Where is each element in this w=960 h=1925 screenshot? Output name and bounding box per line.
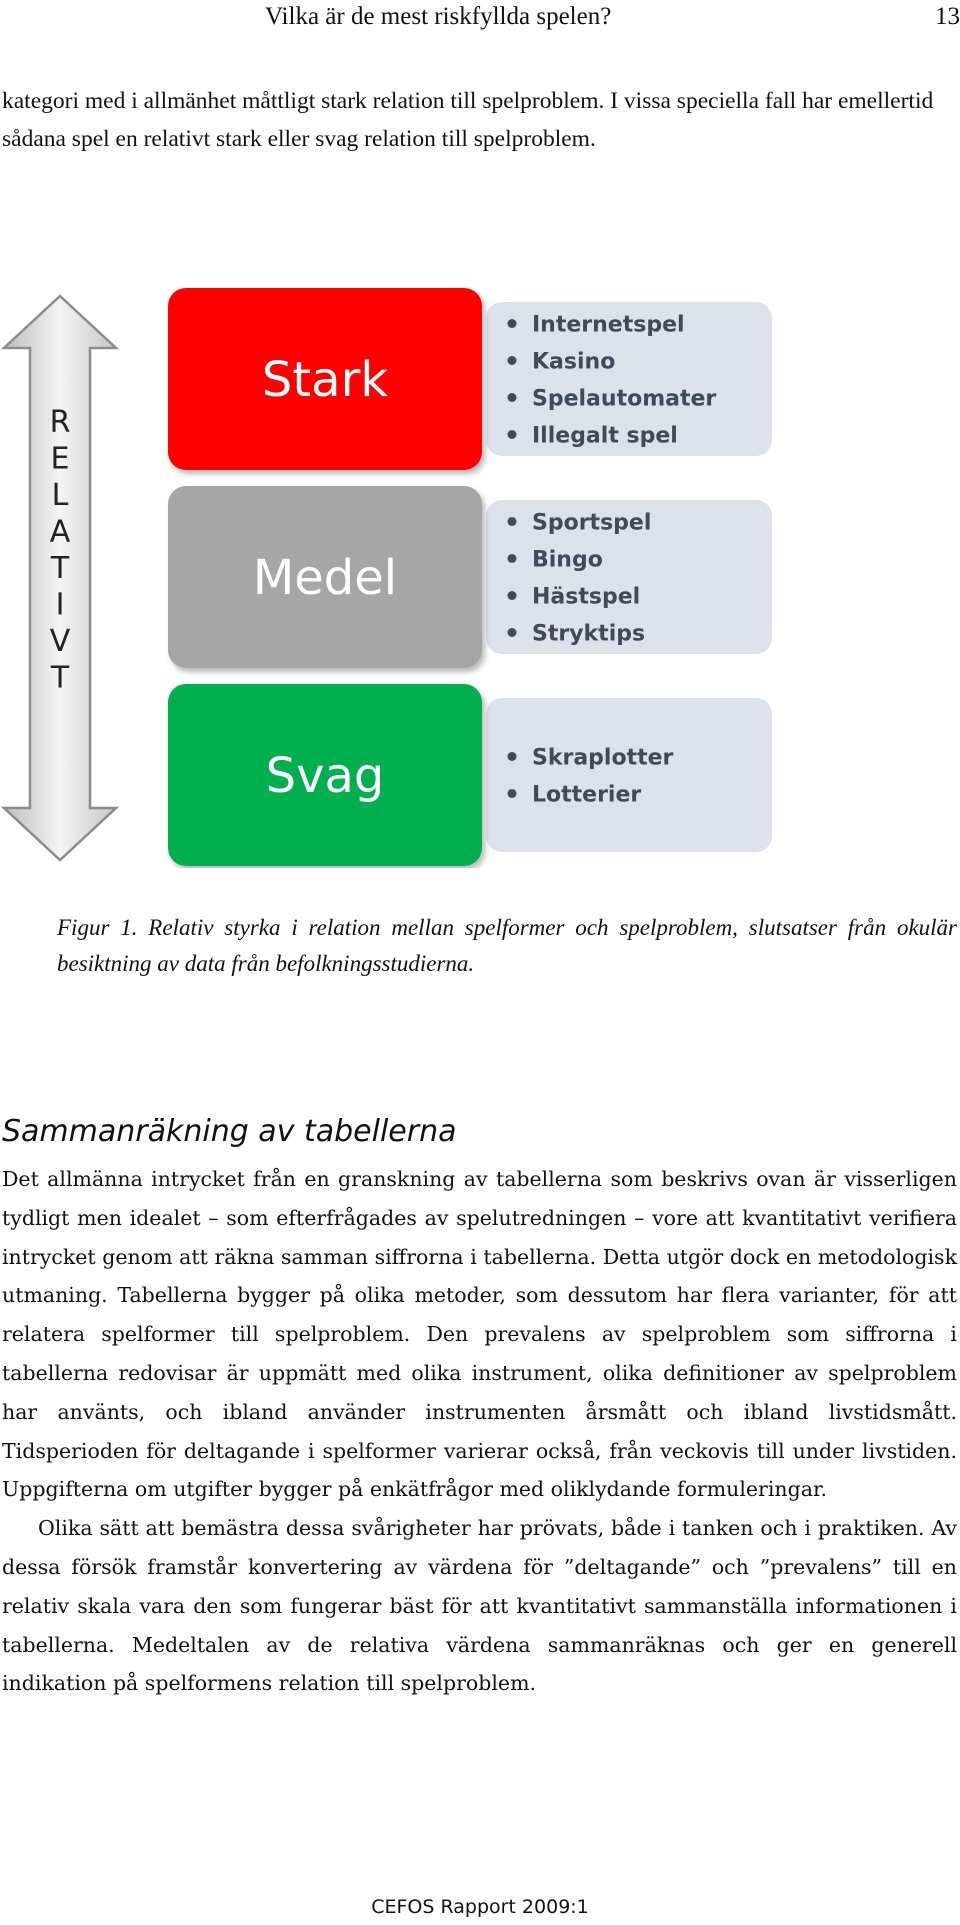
arrow-letter: I [55, 587, 65, 623]
intro-paragraph: kategori med i allmänhet måttligt stark relation till spelproblem. I vissa speciella fall har emellertid sådana spel en relativt stark eller svag relation till spelproblem. [2, 88, 934, 152]
bullet-icon [508, 554, 517, 563]
arrow-letter: E [50, 441, 70, 477]
item-label: Illegalt spel [532, 423, 678, 449]
strength-levels [168, 288, 772, 866]
level-row-stark [168, 288, 772, 470]
arrow-letter: V [49, 624, 71, 659]
bullet-icon [508, 430, 517, 439]
item-label: Lotterier [532, 782, 642, 808]
item-label: Spelautomater [532, 386, 717, 412]
figure-caption: Figur 1. Relativ styrka i relation mellan spelformer och spelproblem, slutsatser från okulär besiktning av data från befolkningsstudierna. [57, 915, 957, 976]
section-body [2, 1160, 957, 1703]
bullet-icon [508, 752, 517, 761]
item-label: Internetspel [532, 312, 685, 338]
level-label: Stark [261, 352, 389, 408]
item-label: Stryktips [532, 621, 646, 647]
page-footer: CEFOS Rapport 2009:1 [371, 1896, 589, 1918]
arrow-letter: L [51, 478, 69, 513]
body-paragraph: Olika sätt att bemästra dessa svårigheter har prövats, både i tanken och i praktiken. Av dessa försök framstår konvertering av värdena för ”deltagande” och ”prevalens” till en relativ skala vara den som fungerar bäst för att kvantitativt sammanställa informationen i tabellerna. Medeltalen av de relativa värdena sammanräknas och ger en generell indikation på spelformens relation till spelproblem. [2, 1516, 957, 1696]
bullet-icon [508, 591, 517, 600]
page-number: 13 [935, 3, 960, 30]
bullet-icon [508, 319, 517, 328]
body-paragraph: Det allmänna intrycket från en granskning av tabellerna som beskrivs ovan är visserligen tydligt men idealet – som efterfrågades av spelutredningen – vore att kvantitativt verifiera intrycket genom att räkna samman siffrorna i tabellerna. Detta utgör dock en metodologisk utmaning. Tabellerna bygger på olika metoder, som dessutom har flera varianter, för att relatera spelformer till spelproblem. Den prevalens av spelproblem som siffrorna i tabellerna redovisar är uppmätt med olika instrument, olika definitioner av spelproblem har använts, och ibland använder instrumenten årsmått och ibland livstidsmått. Tidsperioden för deltagande i spelformer varierar också, från veckovis till under livstiden. Uppgifterna om utgifter bygger på enkätfrågor med oliklydande formuleringar. [2, 1167, 957, 1502]
bullet-icon [508, 628, 517, 637]
bullet-icon [508, 789, 517, 798]
arrow-letter: T [50, 660, 70, 696]
figure-1 [0, 288, 960, 868]
level-row-medel [168, 486, 772, 668]
bullet-icon [508, 393, 517, 402]
arrow-letter: A [49, 514, 71, 550]
arrow-label [50, 405, 71, 696]
item-label: Sportspel [532, 510, 652, 536]
bullet-icon [508, 356, 517, 365]
running-title: Vilka är de mest riskfyllda spelen? [265, 3, 612, 30]
level-label: Medel [252, 550, 398, 606]
relative-strength-diagram [0, 288, 960, 868]
items-panel [486, 698, 772, 852]
item-label: Hästspel [532, 584, 641, 610]
level-row-svag [168, 684, 772, 866]
item-label: Skraplotter [532, 745, 674, 771]
bullet-icon [508, 517, 517, 526]
level-label: Svag [265, 748, 385, 804]
arrow-letter: T [50, 551, 70, 586]
arrow-letter: R [49, 405, 71, 440]
item-label: Kasino [532, 349, 616, 375]
section-heading: Sammanräkning av tabellerna [2, 1114, 457, 1149]
item-label: Bingo [532, 547, 603, 573]
